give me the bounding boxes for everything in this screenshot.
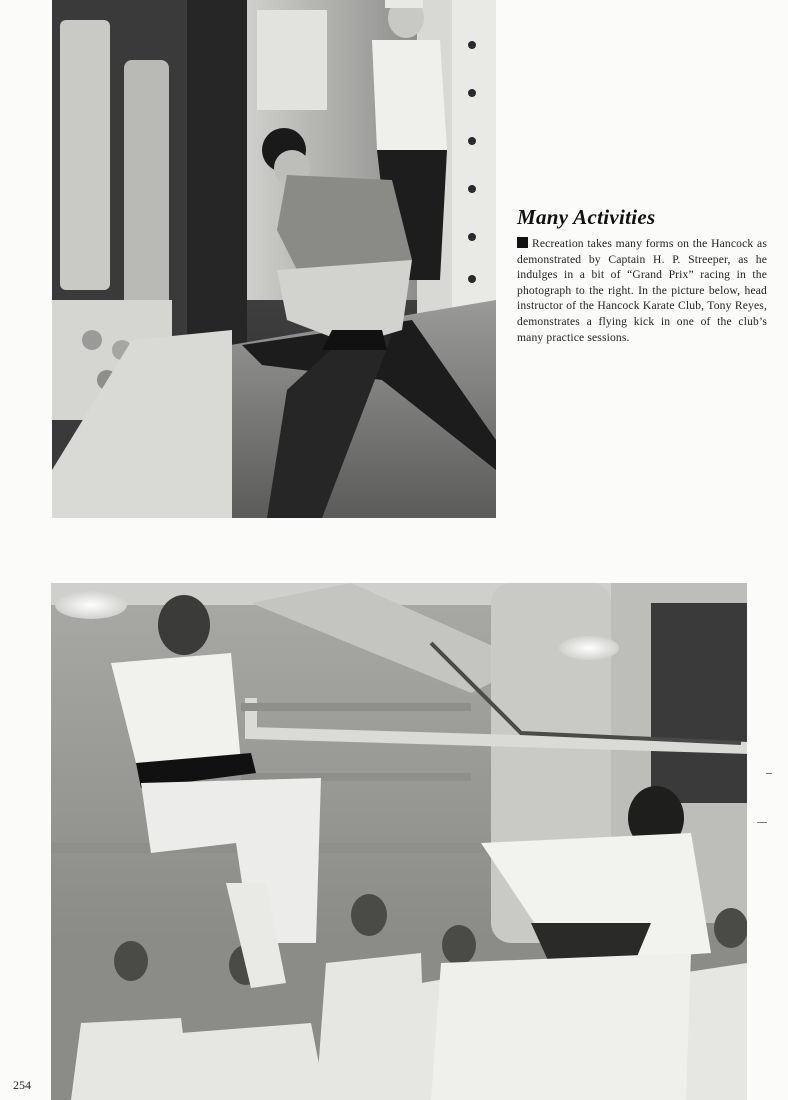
page-number: 254 — [13, 1078, 31, 1092]
caption-block — [517, 205, 767, 345]
caption-title: Many Activities — [517, 205, 656, 229]
photo-grand-prix-racing — [52, 0, 496, 518]
margin-mark — [766, 773, 772, 774]
caption-body — [517, 236, 767, 345]
margin-mark — [757, 822, 767, 823]
photo-karate-flying-kick — [51, 583, 747, 1100]
bullet-square-icon — [517, 237, 528, 248]
photo-karate-flying-kick-image — [51, 583, 747, 1100]
caption-body-text: Recreation takes many forms on the Hancock as demonstrated by Captain H. P. Streeper, as he indulges in a bit of “Grand Prix” racing in the photograph to the right. In the picture below, head instructor of the Hancock Karate Club, Tony Reyes, demonstrates a flying kick in one of the club’s many practice sessions. — [517, 237, 767, 344]
photo-grand-prix-racing-image — [52, 0, 496, 518]
